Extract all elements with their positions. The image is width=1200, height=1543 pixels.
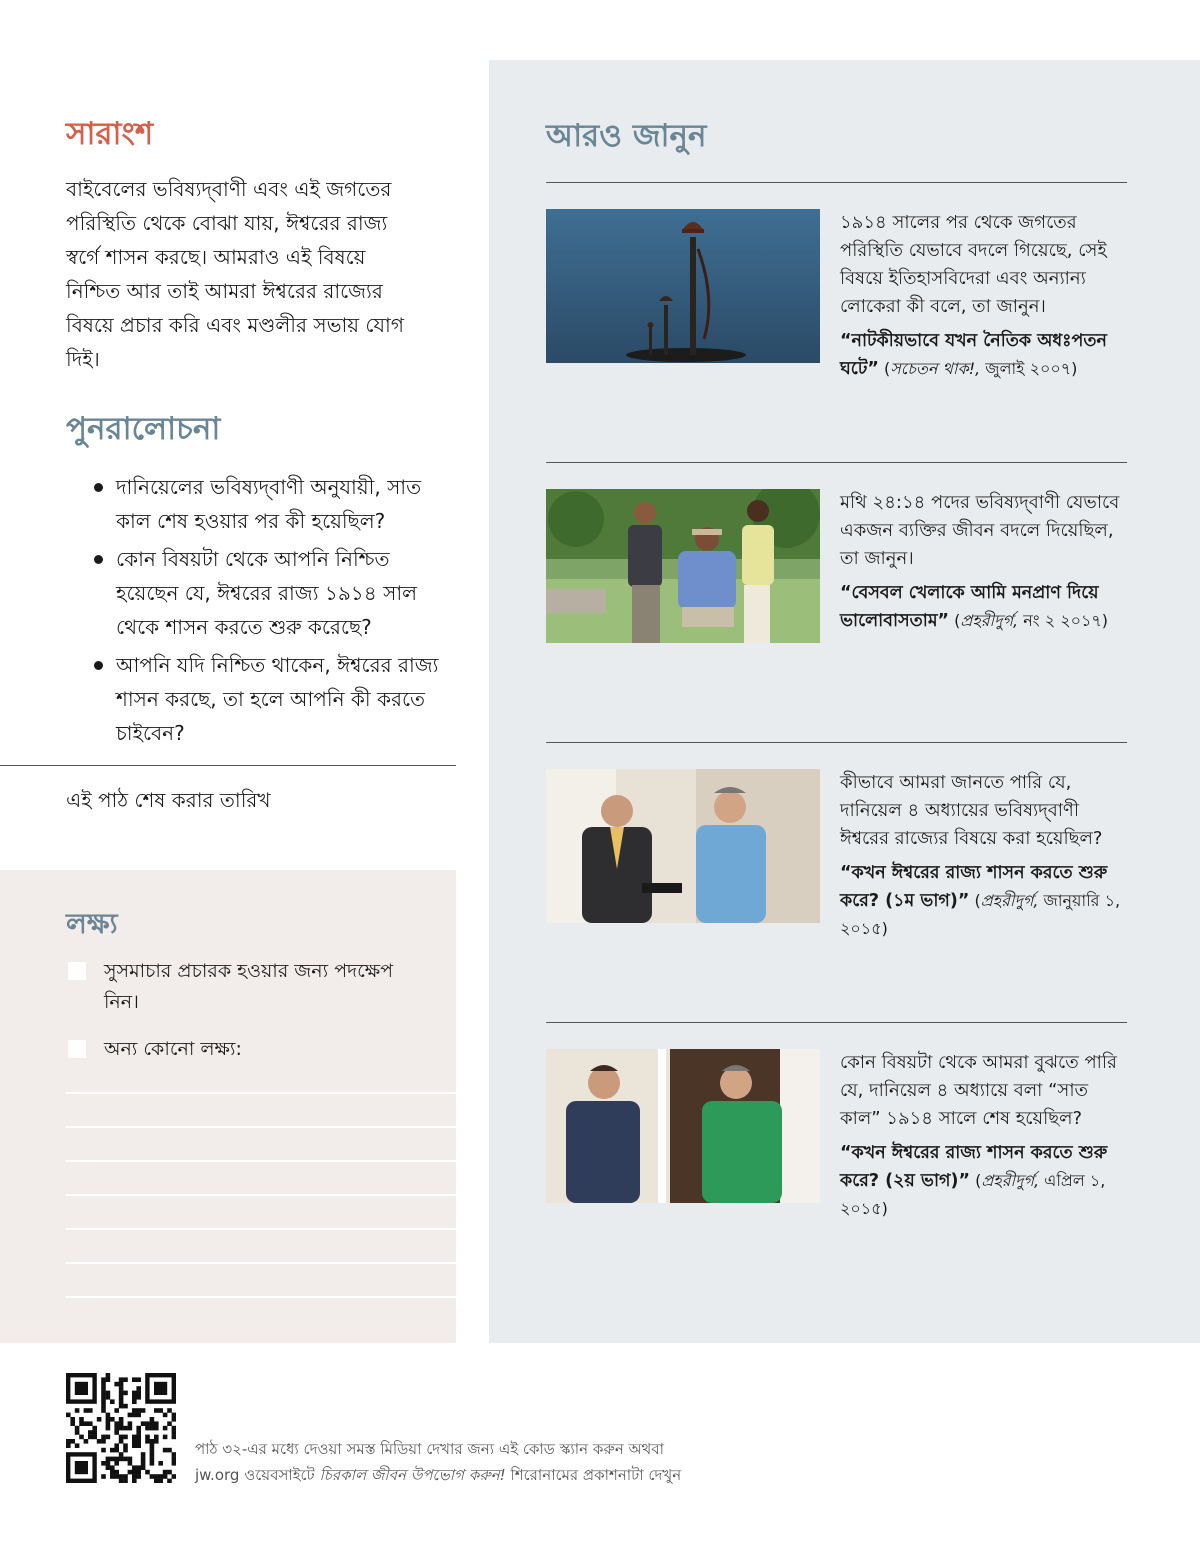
footer-line-2b: শিরোনামের প্রকাশনাটা দেখুন <box>505 1466 682 1484</box>
checkbox-icon[interactable] <box>68 1040 86 1058</box>
media-description: কীভাবে আমরা জানতে পারি যে, দানিয়েল ৪ অধ্যায়ের ভবিষ্যদ্‌বাণী ঈশ্বরের রাজ্যের বিষয়ে করা হয়েছিল? <box>840 772 1103 849</box>
summary-title: সারাংশ <box>66 116 154 152</box>
bullet-icon <box>94 661 103 670</box>
media-text <box>840 209 1130 383</box>
section-divider <box>546 1022 1127 1023</box>
goals-title: লক্ষ্য <box>66 907 118 940</box>
media-description: ১৯১৪ সালের পর থেকে জগতের পরিস্থিতি যেভাবে বদলে গিয়েছে, সেই বিষয়ে ইতিহাসবিদেরা এবং অন্যান্য লোকেরা কী বলে, তা জানুন। <box>840 212 1107 317</box>
write-line[interactable] <box>66 1262 456 1264</box>
media-text <box>840 489 1130 635</box>
media-description: মথি ২৪:১৪ পদের ভবিষ্যদ্‌বাণী যেভাবে একজন ব্যক্তির জীবন বদলে দিয়েছিল, তা জানুন। <box>840 492 1120 569</box>
goal-item-evangelist[interactable] <box>66 956 424 1018</box>
learn-more-panel <box>489 60 1200 1343</box>
reference-publication: সচেতন থাক!, <box>890 359 981 378</box>
review-item <box>90 648 458 750</box>
footer-text <box>195 1436 955 1488</box>
media-text <box>840 1049 1130 1223</box>
completion-date-label: এই পাঠ শেষ করার তারিখ <box>66 788 271 812</box>
bullet-icon <box>94 555 103 564</box>
section-divider <box>546 742 1127 743</box>
media-reference[interactable] <box>840 859 1130 943</box>
reference-issue: নং ২ ২০১৭) <box>1018 611 1109 630</box>
goals-panel <box>0 870 456 1343</box>
section-divider <box>546 462 1127 463</box>
media-description: কোন বিষয়টা থেকে আমরা বুঝতে পারি যে, দানিয়েল ৪ অধ্যায়ে বলা “সাত কাল” ১৯১৪ সালে শেষ হয়েছিল? <box>840 1052 1117 1129</box>
media-thumbnail-baseball[interactable] <box>546 489 820 643</box>
review-item-text: আপনি যদি নিশ্চিত থাকেন, ঈশ্বরের রাজ্য শাসন করছে, তা হলে আপনি কী করতে চাইবেন? <box>116 653 439 745</box>
summary-text: বাইবেলের ভবিষ্যদ্‌বাণী এবং এই জগতের পরিস্থিতি থেকে বোঝা যায়, ঈশ্বরের রাজ্য স্বর্গে শাসন করছে। আমরাও এই বিষয়ে নিশ্চিত আর তাই আমরা ঈশ্বরের রাজ্যের বিষয়ে প্রচার করি এবং মণ্ডলীর সভায় যোগ দিই। <box>66 177 404 371</box>
media-text <box>840 769 1130 943</box>
goal-item-other[interactable] <box>66 1034 424 1065</box>
checkbox-icon[interactable] <box>68 962 86 980</box>
footer-line-1: পাঠ ৩২-এর মধ্যে দেওয়া সমস্ত মিডিয়া দেখার জন্য এই কোড স্ক্যান করুন অথবা <box>195 1440 664 1458</box>
section-divider <box>546 182 1127 183</box>
reference-open: ( <box>970 1171 982 1190</box>
goal-item-label: সুসমাচার প্রচারক হওয়ার জন্য পদক্ষেপ নিন। <box>104 960 393 1013</box>
reference-title[interactable]: “কখন ঈশ্বরের রাজ্য শাসন করতে শুরু করে? (১ম ভাগ)” <box>840 863 1108 911</box>
goal-item-label: অন্য কোনো লক্ষ্য: <box>104 1038 242 1060</box>
qr-code-icon[interactable] <box>66 1373 176 1483</box>
write-line[interactable] <box>66 1228 456 1230</box>
reference-open: ( <box>878 359 891 378</box>
reference-publication: প্রহরীদুর্গ, <box>960 611 1019 630</box>
reference-publication: প্রহরীদুর্গ, <box>980 891 1039 910</box>
reference-issue: জানুয়ারি ১, ২০১৫) <box>840 891 1121 938</box>
media-reference[interactable] <box>840 1139 1130 1223</box>
media-thumbnail-conversation-1[interactable] <box>546 769 820 923</box>
write-line[interactable] <box>66 1296 456 1298</box>
section-divider <box>0 765 456 766</box>
reference-title[interactable]: “নাটকীয়ভাবে যখন নৈতিক অধঃপতন ঘটে” <box>840 331 1107 379</box>
review-title: পুনরালোচনা <box>66 411 221 447</box>
media-reference[interactable] <box>840 579 1130 635</box>
reference-open: ( <box>969 891 981 910</box>
write-line[interactable] <box>66 1160 456 1162</box>
write-line[interactable] <box>66 1126 456 1128</box>
write-line[interactable] <box>66 1092 456 1094</box>
reference-publication: প্রহরীদুর্গ, <box>981 1171 1040 1190</box>
media-reference[interactable] <box>840 327 1130 383</box>
reference-title[interactable]: “কখন ঈশ্বরের রাজ্য শাসন করতে শুরু করে? (২য় ভাগ)” <box>840 1143 1108 1191</box>
reference-title[interactable]: “বেসবল খেলাকে আমি মনপ্রাণ দিয়ে ভালোবাসতাম” <box>840 583 1099 631</box>
footer-line-2a: jw.org ওয়েবসাইটে <box>195 1466 320 1484</box>
review-item <box>90 470 458 538</box>
reference-issue: এপ্রিল ১, ২০১৫) <box>840 1171 1106 1218</box>
review-item-text: কোন বিষয়টা থেকে আপনি নিশ্চিত হয়েছেন যে, ঈশ্বরের রাজ্য ১৯১৪ সাল থেকে শাসন করতে শুরু করেছে? <box>116 547 418 639</box>
review-item-text: দানিয়েলের ভবিষ্যদ্‌বাণী অনুযায়ী, সাত কাল শেষ হওয়ার পর কী হয়েছিল? <box>116 475 422 533</box>
media-thumbnail-conversation-2[interactable] <box>546 1049 820 1203</box>
review-item <box>90 542 458 644</box>
media-thumbnail-memorial[interactable] <box>546 209 820 363</box>
reference-issue: জুলাই ২০০৭) <box>980 359 1078 378</box>
bullet-icon <box>94 483 103 492</box>
footer-publication-title[interactable]: চিরকাল জীবন উপভোগ করুন! <box>319 1466 506 1484</box>
learn-more-title: আরও জানুন <box>546 118 707 154</box>
write-line[interactable] <box>66 1194 456 1196</box>
review-list <box>90 470 458 754</box>
reference-open: ( <box>949 611 961 630</box>
